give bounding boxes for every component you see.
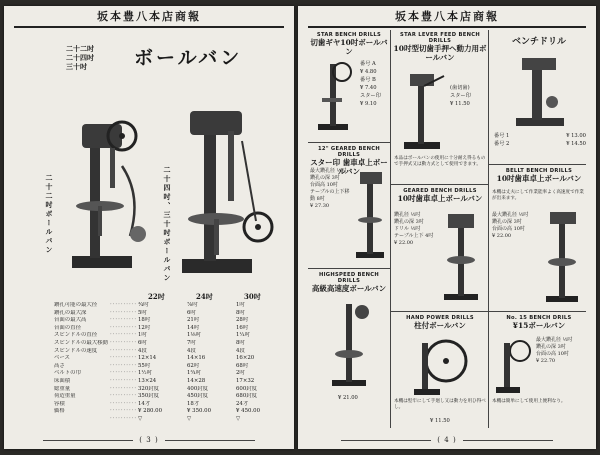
price-list [360, 60, 390, 108]
row-divider [390, 311, 488, 312]
spec-value: 1吋 [138, 332, 147, 339]
spec-row-label: 鑽孔の最大深 [54, 309, 87, 316]
price-value: ¥ 11.50 [430, 418, 450, 424]
spec-item: 鑽孔の深 3吋 [394, 219, 424, 225]
product-jp-name: 切歯ギヤ10吋ボールバン [310, 38, 388, 56]
product-en-name: 12" GEARED BENCH DRILLS [318, 146, 380, 158]
spec-col-22: 22吋 [148, 292, 165, 301]
row-divider [390, 184, 488, 185]
spec-item: 最大鑽孔径 ½吋 [310, 168, 347, 174]
spec-value: 18吋 [138, 317, 151, 324]
spec-value: 450封度 [187, 393, 209, 400]
spec-value: ¥ 450.00 [236, 408, 261, 415]
spec-value: 16×20 [236, 355, 255, 362]
spec-value: 16吋 [236, 324, 249, 331]
column-divider [488, 30, 489, 428]
drill-press-22-illustration [60, 106, 160, 276]
spec-item: テーブルの上下移動 8吋 [310, 189, 350, 202]
spec-row-label: 台面の直径 [54, 324, 81, 331]
leader-dots: ·········· [110, 393, 138, 400]
spec-row [54, 355, 286, 363]
left-page [4, 6, 294, 449]
spec-row-label: スピンドルの速度 [54, 347, 98, 354]
product-en-name: GEARED BENCH DRILLS [403, 188, 477, 194]
size-list [66, 44, 94, 71]
spec-row-label [54, 416, 110, 424]
leader-dots: ·········· [110, 385, 138, 392]
spec-row-label: 台面の最大高 [54, 317, 87, 324]
spec-value: 6吋 [187, 309, 196, 316]
product-en-name: HAND POWER DRILLS [406, 315, 474, 321]
spec-value: 4段 [187, 347, 196, 354]
spec-item: 台面の高 10吋 [492, 226, 525, 232]
geared-12-cell [308, 146, 390, 266]
spec-item: 鑽孔径 ½吋 [394, 212, 421, 218]
spec-row [54, 370, 286, 378]
page-footer: ( 4 ) [298, 436, 596, 444]
spec-value: ¾吋 [138, 302, 149, 308]
spec-item: 鑽孔の深 3吋 [536, 344, 566, 350]
spec-value: 14×28 [187, 377, 206, 384]
leader-dots: ·········· [110, 324, 138, 331]
spec-value: 1¼吋 [236, 332, 251, 339]
spec-value: 4段 [236, 347, 245, 354]
spec-row [54, 416, 286, 424]
spec-value: 68吋 [236, 362, 249, 369]
bench-drill-cell [490, 32, 588, 162]
spec-value: ▽ [138, 415, 143, 422]
spec-row [54, 363, 286, 371]
spec-value: 12×14 [138, 355, 157, 362]
price-value: ¥ 9.10 [360, 101, 377, 107]
leader-dots: ·········· [110, 309, 138, 316]
product-en-name: STAR LEVER FEED BENCH DRILLS [400, 32, 480, 44]
spec-row-label: スピンドルの直径 [54, 332, 98, 339]
geared-10-cell [392, 188, 488, 309]
product-jp-name: 10吋型切歯手押ヘ動力用ボールバン [393, 44, 487, 62]
price-value: ¥ 22.70 [536, 358, 556, 364]
belt-drill-illustration [542, 208, 584, 304]
lever-drill-illustration [398, 68, 448, 152]
spec-row-label: ベルトの巾 [54, 370, 81, 377]
spec-value: 1⅛吋 [187, 332, 202, 339]
no15-cell [490, 315, 588, 428]
price-value: ¥ 21.00 [338, 395, 358, 401]
product-jp-name: 高級高速度ボールバン [311, 284, 387, 293]
star-bench-drills-cell [308, 32, 390, 140]
spec-value: 18才 [187, 400, 200, 407]
spec-row-label: 価格 [54, 408, 65, 415]
leader-dots: ·········· [110, 362, 138, 369]
spec-row [54, 310, 286, 318]
spec-value: ¥ 350.00 [187, 408, 212, 415]
leader-dots: ·········· [110, 347, 138, 354]
spec-item: 最大鑽孔径 ½吋 [492, 212, 529, 218]
price-list [450, 84, 488, 108]
spec-value: 8吋 [236, 339, 245, 346]
price-label: スター印 [450, 93, 471, 99]
spec-row [54, 401, 286, 409]
product-jp-name: スター印 歯車卓上ボールバン [310, 158, 388, 176]
hand-power-cell [392, 315, 488, 428]
spec-value: 680封度 [236, 393, 258, 400]
product-en-name: BELLT BENCH DRILLS [505, 168, 573, 174]
price-value: ¥ 13.00 [566, 133, 586, 139]
leader-dots: ·········· [110, 408, 138, 415]
spec-row [54, 378, 286, 386]
price-label: スター印 [360, 93, 381, 99]
product-jp-name: 10吋歯車卓上ボールバン [397, 194, 483, 203]
leader-dots: ·········· [110, 415, 138, 422]
price-value: ¥ 27.30 [310, 203, 330, 209]
product-jp-name: 柱付ボールバン [414, 321, 466, 330]
size-item: 二十二吋 [66, 44, 94, 53]
price-value: ¥ 4.80 [360, 69, 377, 75]
spec-row [54, 340, 286, 348]
leader-dots: ·········· [110, 339, 138, 346]
price-label: 番号 1 [494, 133, 510, 139]
column-divider [390, 30, 391, 428]
spec-value: 62吋 [187, 362, 200, 369]
page-header: 坂本豊八本店商報 [97, 10, 201, 23]
spec-row [54, 302, 286, 310]
spec-row [54, 332, 286, 340]
spec-row-label: 荷造重量 [54, 393, 76, 400]
size-item: 二十四吋 [66, 53, 94, 62]
product-note: 本機は丈夫にして作業能率よく高速度で作業が出来ます。 [492, 190, 584, 201]
spec-value: 1¾吋 [187, 370, 202, 377]
spec-row-label: 総重量 [54, 385, 71, 392]
page-header: 坂本豊八本店商報 [395, 10, 499, 23]
spec-value: 600封度 [236, 385, 258, 392]
hand-power-drill-illustration [410, 335, 470, 397]
price-value: ¥ 14.50 [566, 141, 586, 147]
machine-label-right: 二十四吋、三十吋ボールバン [163, 166, 172, 283]
spec-list [310, 168, 352, 210]
spec-value: 8吋 [236, 309, 245, 316]
spec-value: ▽ [187, 415, 192, 422]
spec-item: ドリル ½吋 [394, 226, 421, 232]
spec-value: 28吋 [236, 317, 249, 324]
spec-list [536, 337, 586, 365]
spec-value: 55吋 [138, 362, 151, 369]
spec-item: 鑽孔の深 3吋 [310, 175, 340, 181]
star-lever-feed-cell [392, 32, 488, 182]
spec-col-30: 30吋 [244, 292, 261, 301]
price-label: (歯切歯) [450, 85, 470, 91]
spec-value: 2吋 [236, 370, 245, 377]
spec-value: 17×32 [236, 377, 255, 384]
price-label: 番号 2 [494, 141, 510, 147]
spec-row-label: スピンドルの最大移動 [54, 339, 108, 346]
spec-item: 最大鑽孔径 ½吋 [536, 337, 573, 343]
spec-value: 5吋 [138, 309, 147, 316]
price-label: 番号 A [360, 61, 376, 67]
spec-value: 6吋 [138, 339, 147, 346]
spec-value: 21吋 [187, 317, 200, 324]
geared-drill-illustration [352, 168, 388, 260]
page-title: ボールバン [134, 47, 243, 69]
spec-row [54, 325, 286, 333]
header-rule [308, 26, 586, 28]
leader-dots: ·········· [110, 355, 138, 362]
spec-col-24: 24吋 [196, 292, 213, 301]
spec-item: 鑽孔の深 3吋 [492, 219, 522, 225]
spec-row-label: 床面積 [54, 377, 71, 384]
spec-value: 7吋 [187, 339, 196, 346]
highspeed-drill-illustration [324, 294, 374, 390]
product-note: 本品はボールバンの使用に十分耐え得るもので手押式又は動力式として使用できます。 [394, 156, 486, 167]
spec-row-label: ベース [54, 355, 70, 362]
leader-dots: ·········· [110, 302, 138, 308]
price-value: ¥ 22.00 [394, 240, 414, 246]
leader-dots: ·········· [110, 370, 138, 377]
bench-drill-illustration [512, 54, 568, 128]
spec-value: 320封度 [138, 385, 160, 392]
product-jp-name: 10吋歯車卓上ボールバン [496, 174, 582, 183]
spec-value: ¥ 280.00 [138, 408, 163, 415]
spec-item: テーブル上下 4吋 [394, 233, 434, 239]
spec-item: 台面の高 10吋 [536, 351, 569, 357]
no15-drill-illustration [494, 335, 534, 395]
price-list [494, 132, 586, 148]
page-number: 4 [444, 436, 450, 444]
highspeed-cell [308, 272, 390, 428]
geared-drill-illustration [438, 210, 484, 302]
spec-value: 400封度 [187, 385, 209, 392]
row-divider [488, 164, 586, 165]
spec-value: 24才 [236, 400, 249, 407]
row-divider [488, 311, 586, 312]
spec-value: 13×24 [138, 377, 157, 384]
drill-press-24-30-illustration [172, 101, 282, 281]
bench-drill-illustration [312, 54, 356, 134]
spec-value: 14才 [138, 400, 151, 407]
spec-row [54, 393, 286, 401]
machine-label-left: 二十二吋ボールバン [45, 174, 54, 255]
page-footer: ( 3 ) [4, 436, 294, 444]
row-divider [308, 142, 390, 143]
product-en-name: HIGHSPEED BENCH DRILLS [318, 272, 380, 284]
leader-dots: ·········· [110, 317, 138, 324]
product-note: 本機は堅牢にして手廻し又は動力を用ひ得べし。 [394, 399, 486, 410]
page-number: 3 [146, 436, 152, 444]
size-item: 三十吋 [66, 62, 87, 71]
product-note: 本機は簡単にして使用上便利なり。 [492, 399, 566, 404]
spec-row [54, 348, 286, 356]
spec-row [54, 408, 286, 416]
spec-item: 台面高 10吋 [310, 182, 338, 188]
price-value: ¥ 22.00 [492, 233, 512, 239]
spec-value: 4段 [138, 347, 147, 354]
spec-value: 12吋 [138, 324, 151, 331]
product-jp-name: ベンチドリル [511, 37, 566, 47]
row-divider [308, 268, 390, 269]
price-value: ¥ 11.50 [450, 101, 470, 107]
spec-list [394, 212, 436, 247]
spec-value: ⅞吋 [187, 302, 198, 308]
spec-value: 14吋 [187, 324, 200, 331]
spec-value: 14×16 [187, 355, 206, 362]
spec-row-label: 鑽孔可能の最大径 [54, 302, 98, 308]
price-label: 番号 B [360, 77, 376, 83]
belt-bench-cell [490, 168, 588, 309]
leader-dots: ·········· [110, 400, 138, 407]
product-en-name: STAR BENCH DRILLS [316, 32, 382, 38]
spec-value: ▽ [236, 415, 241, 422]
spec-value: 1½吋 [138, 370, 153, 377]
price-value: ¥ 7.40 [360, 85, 377, 91]
product-en-name: No. 15 BENCH DRILS [506, 315, 572, 321]
spec-value: 1吋 [236, 302, 245, 308]
spec-row-label: 高さ [54, 362, 65, 369]
leader-dots: ·········· [110, 332, 138, 339]
spec-row-label: 容積 [54, 400, 65, 407]
leader-dots: ·········· [110, 377, 138, 384]
product-jp-name: ¥15ボールバン [512, 321, 566, 330]
spec-value: 350封度 [138, 393, 160, 400]
spec-row [54, 386, 286, 394]
spec-row [54, 317, 286, 325]
spec-table [54, 302, 286, 424]
header-rule [14, 26, 284, 28]
spec-list [492, 212, 538, 240]
right-page [298, 6, 596, 449]
